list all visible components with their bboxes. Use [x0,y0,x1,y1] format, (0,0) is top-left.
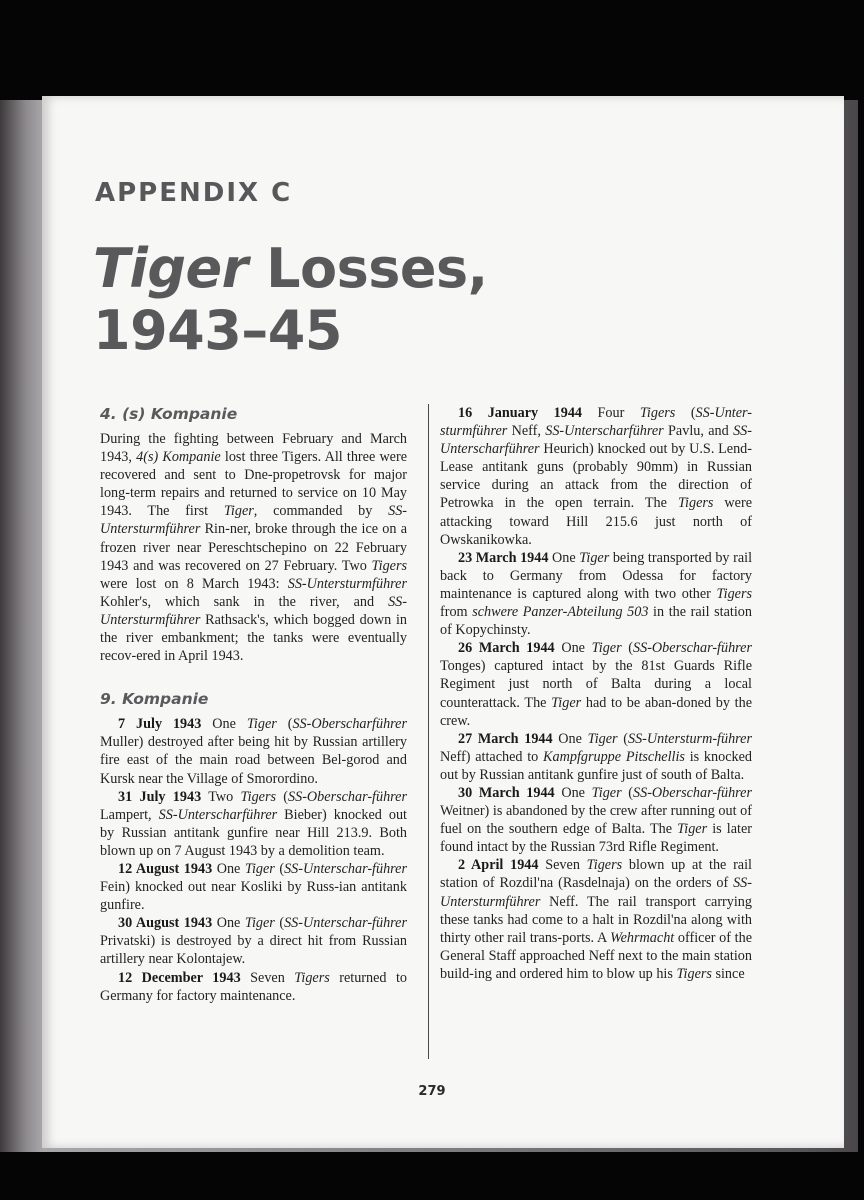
italic-term: Tiger [591,640,622,657]
loss-entry [440,639,752,729]
italic-term: Tiger [551,694,582,711]
text-run: ( [274,860,285,877]
italic-term: SS-Oberschar-führer [288,788,407,805]
italic-term: SS-Untersturmführer [287,575,407,592]
italic-term: SS-Unterschar-führer [284,860,407,877]
text-run: Seven [240,969,295,986]
italic-term: Tigers [586,857,623,874]
loss-entry [440,730,752,784]
loss-entry [100,969,407,1005]
text-run: ( [621,640,634,657]
italic-term: Tiger [244,915,275,932]
chapter-title [93,238,488,362]
italic-term: Tiger [244,860,275,877]
section-paragraph [100,430,407,665]
right-column [440,404,752,983]
italic-term: Tiger [591,784,622,801]
text-run: Tonges) captured intact by the 81st Guards Rifle Regiment just north of Balta during a local counterattack. The [440,658,752,711]
text-run: Weitner) is abandoned by the crew after running out of fuel on the southern edge of Balta. The [440,803,752,838]
text-run: One [552,730,588,747]
italic-term: Tigers [240,788,276,805]
italic-term: Tigers [639,405,676,421]
italic-term: Tiger [587,730,618,747]
italic-term: SS-Unterscharführer [440,423,752,458]
italic-term: SS-Unterscharführer [158,806,278,823]
title-rest: Losses, [247,237,488,300]
loss-entry [440,549,752,639]
text-run: One [554,784,592,801]
text-run: is knocked out by Russian antitank gunfire just of south of Balta. [440,748,752,783]
section-heading-4s-kompanie: 4. (s) Kompanie [100,405,238,423]
italic-term: schwere Panzer-Abteilung 503 [472,604,649,621]
italic-term: Tiger [223,503,254,520]
italic-term: Tiger [246,716,277,733]
loss-entry [100,860,407,914]
text-run: lost three Tigers. All three were recovered and sent to Dne-propetrovsk for major long-term repairs and returned to service on 10 May 1943. The first [100,449,408,520]
entry-date: 27 March 1944 [458,730,553,747]
italic-term: Tigers [716,585,752,602]
left-column [100,404,407,1005]
text-run: had to be aban-doned by the crew. [440,694,752,729]
italic-term: Tigers [677,495,714,512]
italic-term: SS-Oberschar-führer [633,784,752,801]
italic-term: SS-Oberscharführer [292,716,407,733]
column-divider [428,404,429,1059]
entry-date: 2 April 1944 [458,857,539,874]
text-run: Neff) attached to [440,748,544,765]
entry-date: 12 August 1943 [118,860,213,877]
text-run: One [554,640,592,657]
text-run: Privatski) is destroyed by a direct hit from Russian artillery near Kolontajew. [100,933,407,968]
entry-date: 23 March 1944 [458,549,549,566]
text-run: officer of the General Staff approached Neff next to the main station build-ing and ordered him to blow up his [440,929,752,982]
text-run: , commanded by [253,503,389,520]
text-run: Heurich) knocked out by U.S. Lend-Lease antitank guns (probably 90mm) in Russian service during an attack from the direction of Petrowka in the open terrain. The [440,441,752,512]
text-run: from [440,604,473,621]
text-run: Neff. The rail transport carrying these tanks had come to a halt in Rozdil'na along with thirty other rail trans-ports. A [440,893,752,946]
text-run: ( [675,405,696,421]
italic-term: SS-Untersturm-führer [627,730,752,747]
chapter-title-line-2: 1943–45 [93,299,342,362]
text-run: is later found intact by the Russian 73rd Rifle Regiment. [440,821,752,856]
text-run: Rin-ner, broke through the ice on a frozen river near Pereschtschepino on 22 February 1943 and was recovered on 27 February. Two [100,521,407,574]
italic-term: SS-Oberschar-führer [633,640,752,657]
loss-entry [440,404,752,549]
text-run: since [711,965,745,982]
text-run: ( [276,716,293,733]
italic-term: SS-Unter-sturmführer [440,405,752,440]
entry-date: 7 July 1943 [118,716,202,733]
appendix-label: APPENDIX C [95,178,293,208]
italic-term: Tigers [371,557,407,574]
text-run: being transported by rail back to Germany from Odessa for factory maintenance is captured along with two other [440,549,753,602]
italic-term: SS-Untersturmführer [440,875,752,910]
loss-entry [100,715,407,787]
text-run: One [201,716,247,733]
text-run: One [548,549,580,566]
text-run: were lost on 8 March 1943: [100,575,288,592]
entry-date: 30 August 1943 [118,915,213,932]
page-number: 279 [418,1084,446,1099]
text-run: Neff, [507,423,546,440]
text-run: Fein) knocked out near Kosliki by Russ-ian antitank gunfire. [100,879,407,914]
loss-entry [440,784,752,856]
text-run: Pavlu, and [663,423,734,440]
section-heading-9-kompanie: 9. Kompanie [100,690,209,709]
entry-date: 31 July 1943 [118,788,202,805]
text-run: One [212,915,245,932]
text-run: ( [274,915,285,932]
italic-term: Wehrmacht [610,929,675,946]
italic-term: SS-Unterschar-führer [284,915,407,932]
loss-entry [100,914,407,968]
text-run: ( [617,730,628,747]
text-run: Kohler's, which sank in the river, and [100,593,389,610]
title-italic-word: Tiger [93,237,248,300]
italic-term: SS-Untersturmführer [100,593,407,628]
italic-term: Kampfgruppe Pitschellis [543,748,685,765]
text-run: ( [621,784,634,801]
text-run: One [212,860,245,877]
entry-date: 16 January 1944 [458,405,583,421]
loss-entry [440,856,752,983]
entry-date: 12 December 1943 [118,969,241,986]
italic-term: 4(s) Kompanie [136,449,221,466]
text-run: Four [582,405,640,421]
text-run: Bieber) knocked out by Russian antitank gunfire near Hill 213.9. Both blown up on 7 August 1943 by a demolition team. [100,806,408,859]
text-run: Lampert, [100,806,159,823]
italic-term: Tiger [579,549,610,566]
text-run: in the rail station of Kopychinsty. [440,604,752,639]
text-run: were attacking toward Hill 215.6 just north of Owskanikowka. [440,495,752,548]
text-run: returned to Germany for factory maintenance. [100,969,407,1004]
italic-term: SS-Unterscharführer [545,423,664,440]
italic-term: Tigers [676,965,712,982]
chapter-title-line-1 [93,238,488,300]
loss-entry [100,788,407,860]
text-run: Rathsack's, which bogged down in the river embankment; the tanks were eventually recov-ered in April 1943. [100,611,407,665]
text-run: During the fighting between February and March 1943, [100,431,407,466]
italic-term: SS-Untersturmführer [100,503,408,538]
entry-date: 30 March 1944 [458,784,555,801]
text-run: Seven [538,857,587,874]
italic-term: Tiger [677,821,708,838]
text-run: ( [276,788,289,805]
italic-term: Tigers [294,969,330,986]
entry-date: 26 March 1944 [458,640,555,657]
text-run: Two [201,788,241,805]
text-run: blown up at the rail station of Rozdil'na (Rasdelnaja) on the orders of [440,857,752,892]
text-run: Muller) destroyed after being hit by Russian artillery fire east of the main road between Bel-gorod and Kursk near the Village of Smorordino. [100,734,407,787]
